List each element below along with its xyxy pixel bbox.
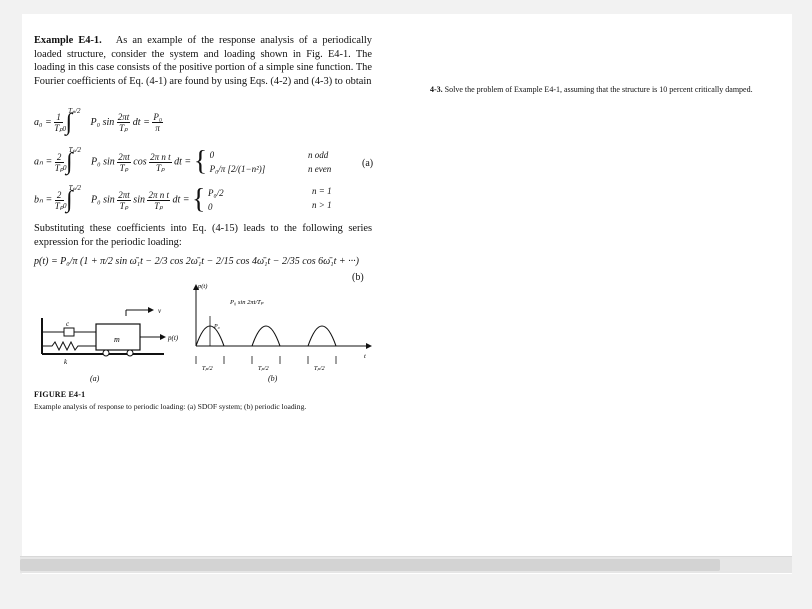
an-lower-limit: 0 (63, 164, 67, 173)
load-arrow-head-icon (160, 334, 166, 340)
a0-res-den: π (155, 123, 160, 133)
disp-arrow-head-icon (148, 307, 154, 313)
bn-case2-val: 0 (207, 202, 213, 212)
a0-arg (117, 112, 131, 133)
a0-dt: dt = (132, 116, 150, 128)
disp-label: v (158, 307, 162, 315)
equation-number-a: (a) (362, 158, 374, 169)
bn-case2-cond: n > 1 (312, 200, 332, 210)
time-axis-arrow-icon (366, 343, 372, 349)
a0-integral-sign: ∫ (65, 109, 73, 136)
equation-an (34, 148, 265, 176)
bn-integrand: P₀ sin (91, 194, 115, 206)
equation-bn (34, 186, 224, 214)
wheel-icon (127, 350, 133, 356)
an-arg-den: Tₚ (119, 162, 129, 173)
bn-arg-num: 2πt (118, 189, 130, 200)
a0-result (152, 112, 163, 133)
plot-xlabel: t (364, 353, 366, 360)
bn-sin-den: Tₚ (154, 200, 164, 211)
a0-lhs: a₀ = (34, 116, 52, 128)
amp-label: P₀ sin 2πt/Tₚ (230, 299, 264, 306)
bn-arg-den: Tₚ (119, 200, 129, 211)
a0-arg-den: Tₚ (119, 123, 128, 133)
sdof-system-diagram (34, 296, 184, 386)
an-frac-num: 2 (55, 152, 64, 163)
an-cos-den: Tₚ (155, 162, 165, 173)
an-lhs: aₙ = (34, 156, 53, 168)
a0-arg-num: 2πt (117, 112, 130, 122)
bn-arg (117, 190, 131, 211)
an-case1-val: 0 (209, 150, 215, 160)
wheel-icon (103, 350, 109, 356)
example-intro-paragraph (34, 34, 372, 88)
an-cases (210, 148, 266, 176)
a0-lower-limit: 0 (62, 124, 67, 133)
peak-label: P₀ (214, 324, 220, 330)
an-case2-cond: n even (308, 164, 332, 174)
substitution-paragraph: Substituting these coefficients into Eq. (4-15) leads to the following series expression for the periodic loading: (34, 223, 372, 248)
bn-sin-arg (147, 190, 170, 211)
a0-res-num: P₀ (153, 112, 162, 122)
a0-upper-limit: Tₚ/2 (68, 106, 81, 115)
plot-ylabel: p(t) (198, 283, 208, 290)
bn-cases (208, 186, 224, 214)
half-period-ticks (196, 356, 336, 364)
bn-frac-num: 2 (55, 190, 64, 201)
example-heading: Example E4-1. (34, 35, 102, 46)
a0-fraction (54, 112, 63, 133)
an-upper-limit: Tₚ/2 (68, 146, 82, 155)
bn-sin-num: 2π n t (148, 189, 169, 200)
problem-number: 4-3. (430, 85, 443, 94)
scrollbar-thumb[interactable] (20, 559, 720, 571)
bn-integral-sign: ∫ (66, 187, 73, 213)
bn-frac-den: Tₚ (54, 200, 64, 211)
an-dt: dt = (174, 156, 192, 168)
figure-b-label: (b) (268, 374, 278, 383)
figure-a-label: (a) (90, 374, 100, 383)
an-arg-num: 2πt (118, 151, 130, 162)
an-integrand: P₀ sin (91, 156, 115, 168)
an-brace: { (193, 146, 208, 177)
half-period-label: Tₚ/2 (314, 366, 325, 372)
half-period-label: Tₚ/2 (258, 366, 269, 372)
figure-caption: Example analysis of response to periodic loading: (a) SDOF system; (b) periodic loading. (34, 402, 307, 411)
example-intro-text: As an example of the response analysis of a periodically loaded structure, consider the system and loading shown in Fig. E4-1. The loading in this case consists of the positive portion of a simple sine function. The Fourier coefficients of Eq. (4-1) are found by using Eqs. (4-2) and (4-3) to obtain (34, 35, 372, 87)
a0-integrand: P₀ sin (90, 116, 115, 128)
an-cos-arg (149, 152, 172, 173)
an-cos: cos (133, 156, 147, 168)
page-sheet (22, 14, 792, 574)
bn-conditions (312, 186, 332, 210)
an-arg (117, 152, 131, 173)
load-label: p(t) (168, 334, 179, 342)
damper-body (64, 328, 74, 336)
bn-brace: { (192, 184, 206, 215)
half-period-label: Tₚ/2 (202, 366, 213, 372)
bn-lower-limit: 0 (63, 202, 67, 211)
damper-label: c (66, 320, 70, 328)
an-conditions (308, 150, 331, 174)
figure-title: FIGURE E4-1 (34, 390, 86, 399)
bn-sin: sin (133, 194, 145, 206)
periodic-loading-plot (184, 282, 374, 377)
mass-label: m (114, 335, 120, 344)
bn-upper-limit: Tₚ/2 (68, 184, 82, 193)
a0-frac-num: 1 (54, 112, 63, 123)
spring-icon (42, 342, 96, 350)
bn-case1-val: P₀/2 (207, 188, 224, 198)
problem-text: Solve the problem of Example E4-1, assuming that the structure is 10 percent critically damped. (444, 85, 753, 94)
series-equation: p(t) = P₀/π (1 + π/2 sin ω̄₁t − 2/3 cos 2ω̄₁t − 2/15 cos 4ω̄₁t − 2/35 cos 6ω̄₁t + ···) (34, 256, 360, 267)
bn-lhs: bₙ = (34, 194, 53, 206)
an-integral-sign: ∫ (66, 149, 73, 175)
example-section (34, 34, 372, 88)
problem-4-3 (430, 84, 770, 95)
an-case2-val: P₀/π [2/(1−n²)] (209, 164, 266, 174)
an-case1-cond: n odd (308, 150, 329, 160)
equation-a0 (34, 106, 163, 136)
an-frac-den: Tₚ (54, 162, 64, 173)
bn-case1-cond: n = 1 (312, 186, 332, 196)
spring-label: k (64, 358, 68, 366)
an-cos-num: 2π n t (150, 151, 171, 162)
a0-frac-den: Tₚ (54, 123, 64, 133)
horizontal-scrollbar[interactable] (20, 556, 792, 573)
equation-number-b: (b) (352, 272, 364, 283)
bn-dt: dt = (172, 194, 190, 206)
